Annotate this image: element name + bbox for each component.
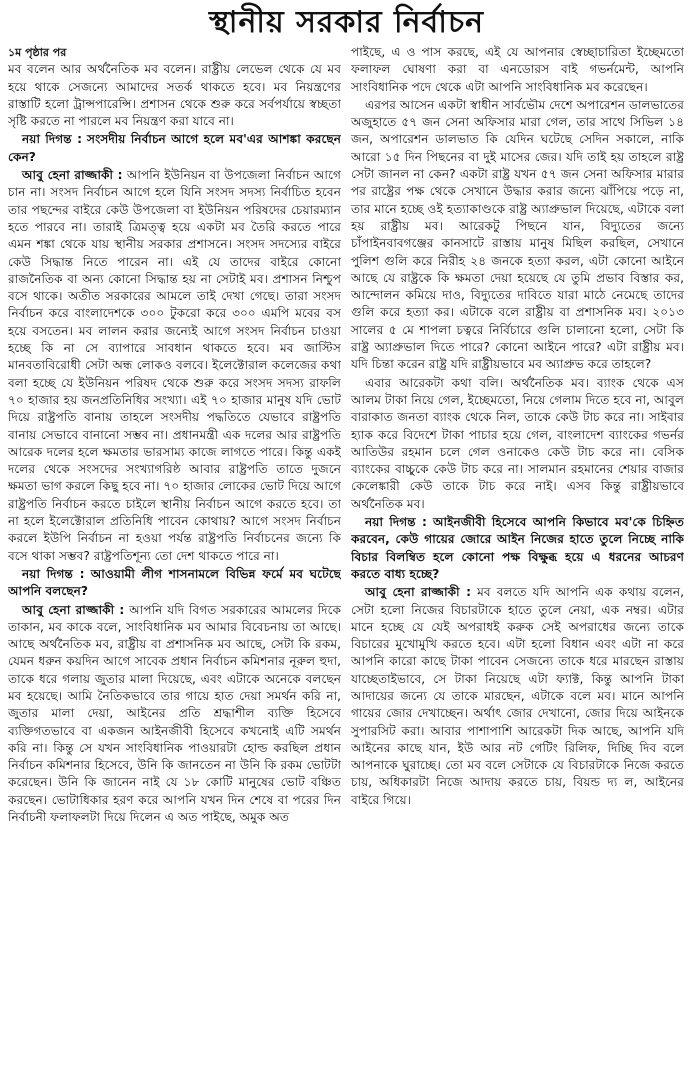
question-2-text: আওয়ামী লীগ শাসনামলে বিভিন্ন ফর্মে মব ঘটেছে আপনি বলছেন? (8, 566, 341, 599)
question-1 (8, 131, 341, 166)
question-3 (351, 514, 684, 583)
answer-1-text: আপনি ইউনিয়ন বা উপজেলা নির্বাচন আগে চান না। সংসদ নির্বাচন আগে হলে যিনি সংসদ সদস্য নির্বাচিত হবেন তার পছন্দের বাইরে কেউ উপজেলা বা ইউনিয়ন পরিষদের চেয়ারম্যান হতে পারবে না। তারাই ত্রিমত্ত্ব হয়ে একটা মব তৈরি করতে পারে এমন শঙ্কা থেকে যায় স্থানীয় সরকার প্রশাসনে। সংসদ সদস্যের বাইরে কেউ সিদ্ধান্ত নিতে পারেন না। এই যে তাদের বাইরে কোনো রাজনৈতিক বা অন্য কোনো সিদ্ধান্ত হয় না সেটাই মব। প্রশাসন নিশ্চুপ বসে থাকে। অতীত সরকারের আমলে তাই দেখা গেছে। তারা সংসদ নির্বাচন করে বাংলাদেশকে ৩০০ টুকরো করে ৩০০ এমপি মবের বস হয়ে বসতেন। মব লালন করার জন্যেই আগে সংসদ নির্বাচন চাওয়া হচ্ছে কি না সে ব্যাপারে সাবধান থাকতে হবে। মব জাস্টিস মানবতাবিরোধী সেটা অন্ধ লোকও বলবে। ইলেক্টোরাল কলেজের কথা বলা হচ্ছে যে ইউনিয়ন পরিষদ থেকে শুরু করে সংসদ সদস্য রাফলি ৭০ হাজার হয় জনপ্রতিনিধির সংখ্যা। এই ৭০ হাজার মানুষ যদি ভোট দিয়ে রাষ্ট্রপতি বানায় তাহলে সংসদীয় পদ্ধতিতে যেভাবে রাষ্ট্রপতি বানায় সেভাবে বানানো সম্ভব না। প্রধানমন্ত্রী এক দলের আর রাষ্ট্রপতি আরেক দলের হলে ক্ষমতার ভারসাম্য কাজে লাগতে পারে। কিন্তু একই দলের থেকে সংসদের সংখ্যাগরিষ্ঠ আবার রাষ্ট্রপতি তাতে দুজনে ক্ষমতা ভাগ করলে কিছু হবে না। ৭০ হাজার লোকের ভোট দিয়ে আগে রাষ্ট্রপতি নির্বাচন করতে চাইলে স্থানীয় নির্বাচন আগে করতে হবে। তা না হলে ইলেক্টোরাল প্রতিনিধি পাবেন কোথায়? আগে সংসদ নির্বাচন করলে ইউপি নির্বাচন না হওয়া পর্যন্ত রাষ্ট্রপতি নির্বাচনের জন্যে কি বসে থাকা সম্ভব? রাষ্ট্রপতিশূন্য তো দেশ থাকতে পারে না। (8, 168, 341, 563)
left-p1-text: মব বলেন আর অর্থনৈতিক মব বলেন। রাষ্ট্রীয় লেভেল থেকে যে মব হয়ে থাকে সেজন্যে আমাদের সতর্ক থাকতে হবে। মব নিয়ন্ত্রণের রাস্তাটি হলো ট্রান্সপারেন্সি। প্রশাসন থেকে শুরু করে সর্বপর্যায়ে স্বচ্ছতা সৃষ্টি করতে না পারলে মব নিয়ন্ত্রণ করা যাবে না। (8, 62, 341, 129)
question-3-text: আইনজীবী হিসেবে আপনি কিভাবে মব'কে চিহ্নিত করবেন, কেউ গায়ের জোরে আইন নিজের হাতে তুলে নিচ্ছে নাকি বিচার বিলম্বিত হলে কোনো পক্ষ বিক্ষুব্ধ হয়ে এ ধরনের আচরণ করতে বাধ্য হচ্ছে? (351, 515, 684, 581)
answer-1 (8, 167, 341, 565)
interviewer-tag: নয়া দিগন্ত : (22, 566, 85, 581)
right-paragraph-2: এবার আরেকটা কথা বলি। অর্থনৈতিক মব। ব্যাংক থেকে এস আলম টাকা নিয়ে গেল, ইচ্ছেমতো, নিয়ে গেলাম দিতে হবে না, আবুল বারাকাত জনতা ব্যাংক থেকে নিল, তাকে কেউ টাচ করে না। সাইবার হ্যাক করে বিদেশে টাকা পাচার হয়ে গেল, বাংলাদেশ ব্যাংকের গভর্নর আতিউর রহমান চলে গেল ওনাকেও কেউ টাচ করে না। বেসিক ব্যাংকের বাচ্চুকে কেউ টাচ করে না। সালমান রহমানের শেয়ার বাজার কেলেঙ্কারী কেউ তাকে টাচ করে নাই। এসব কিন্তু রাষ্ট্রীয়ভাবে অর্থনৈতিক মব। (351, 375, 684, 511)
interviewer-tag: নয়া দিগন্ত : (22, 132, 82, 147)
continuation-paragraph (8, 44, 341, 130)
right-column (351, 44, 684, 1084)
answer-2-text: আপনি যদি বিগত সরকারের আমলের দিকে তাকান, মব কাকে বলে, সাংবিধানিক মব আমার বিবেচনায় তা আছে। আছে অর্থনৈতিক মব, রাষ্ট্রীয় বা প্রশাসনিক মব আছে, সেটা কি রকম, যেমন ধরুন কয়দিন আগে সাবেক প্রধান নির্বাচন কমিশনার নূরুল হুদা, তাকে ধরে গলায় জুতার মালা দিয়েছে, এবং এটাকে অনেকে বলছেন মব হয়েছে। আমি নৈতিকভাবে তার গায়ে হাত দেয়া সমর্থন করি না, জুতার মালা দেয়া, আইনের প্রতি শ্রদ্ধাশীল ব্যক্তি হিসেবে ব্যক্তিগতভাবে বা একজন আইনজীবী হিসেবে কখনোই এটি সমর্থন করি না। কিন্তু সে যখন সাংবিধানিক পাওয়ারটা হোল্ড করছিল প্রধান নির্বাচন কমিশনার হিসেবে, উনি কি জানতেন না উনি কি রকম ভোটটা করেছেন। উনি কি জানেন নাই যে ১৮ কোটি মানুষের ভোট বঞ্চিত করছেন। ভোটাধিকার হরণ করে আপনি যখন দিন শেষে বা পরের দিন নির্বাচনী ফলাফলটা দিয়ে দিলেন এ অত পাইছে, অমুক অত (8, 602, 341, 825)
article-columns (8, 44, 685, 1084)
respondent-tag: আবু হেনা রাজ্জাকী : (22, 602, 125, 617)
respondent-tag: আবু হেনা রাজ্জাকী : (22, 168, 123, 183)
left-column (8, 44, 341, 1084)
right-paragraph-1: এরপর আসেন একটা স্বাধীন সার্বভৌম দেশে অপারেশন ডালভাতের অজুহাতে ৫৭ জন সেনা অফিসার মারা গেল, তার সাথে সিভিল ১৪ জন, অপারেশন ডালভাত কি যেদিন ঘটেছে সেদিন সকালে, নাকি আরো ১৫ দিন পিছনের বা দুই মাসের জের। যদি তাই হয় তাহলে রাষ্ট্র সেটা জানল না কেন? একটা রাষ্ট্র যখন ৫৭ জন সেনা অফিসার মারার পর রাষ্ট্রের পক্ষ থেকে সেখানে উদ্ধার করার জন্যে ঝাঁপিয়ে পড়ে না, তার মানে হচ্ছে ওই হত্যাকাণ্ডকে রাষ্ট্র অ্যাপ্রুভাল দিয়েছে, এটাকে বলা হয় রাষ্ট্রীয় মব। আরেকটু পিছনে যান, বিদ্যুতের জন্যে চাঁপাইনবাবগঞ্জের কানসাটে রাস্তায় মানুষ মিছিল করছিল, সেখানে পুলিশ গুলি করে নিরীহ ২৪ জনকে হত্যা করল, এটা কোনো আইনে আছে যে রাষ্ট্রকে কি ক্ষমতা দেয়া হয়েছে যে তুমি প্রভাব বিস্তার কর, আন্দোলন কমিয়ে দাও, বিদ্যুতের দাবিতে যারা মাঠে নেমেছে তাদের গুলি করে হত্যা কর। এটাকে বলে রাষ্ট্রীয় বা প্রশাসনিক মব। ২০১৩ সালের ৫ মে শাপলা চত্বরে নির্বিচারে গুলি চালানো হলো, সেটা কি রাষ্ট্র অ্যাপ্রুভাল দিতে পারে? কোনো আইনে পারে? এটা রাষ্ট্রীয় মব। যদি চিন্তা করেন রাষ্ট্র যদি রাষ্ট্রীয়ভাবে মব অ্যাপ্রুভ করে তাহলে? (351, 97, 684, 372)
answer-2 (8, 602, 341, 827)
question-1-text: সংসদীয় নির্বাচন আগে হলে মব'এর আশঙ্কা করছেন কেন? (8, 132, 341, 164)
question-2 (8, 566, 341, 601)
interviewer-tag: নয়া দিগন্ত : (365, 515, 427, 530)
answer-3-text: মব বলতে যদি আপনি এক কথায় বলেন, সেটা হলো নিজের বিচারটাকে হাতে তুলে নেয়া, এক নম্বর। এটার মানে হচ্ছে যে যেই অপরাধই করুক সেই অপরাধের জন্যে তাকে বিচারের মুখোমুখি করতে হবে। এটা হলো বিধান এবং এটা না করে আপনি কারো কাছে টাকা পাবেন সেজন্যে তাকে ধরে মারছেন রাস্তায় যাচ্ছেতাইভাবে, সে টাকা নিয়েছে এটা ফ্যাক্ট, কিন্তু আপনি টাকা আদায়ের জন্যে যে তাকে মারছেন, এটাকে বলে মব। মানে আপনি গায়ের জোর দেখাচ্ছেন। অর্থাৎ জোর দেখানো, জোর দিয়ে আইনকে সুপারসিট করা। আবার পাশাপাশি আরেকটা দিক আছে, আপনি যদি আইনের কাছে যান, ইউ আর নট গেটিং রিলিফ, দিচ্ছি দিব বলে আপনাকে ঘুরাচ্ছে। তো মব বলে সেটাকে যে বিচারটাকে নিজে করতে চায়, অধিকারটা নিজে আদায় করতে চায়, বিয়ন্ড দ্য ল, আইনের বাইরে গিয়ে। (351, 585, 684, 807)
respondent-tag: আবু হেনা রাজ্জাকী : (365, 585, 471, 600)
answer-3 (351, 584, 684, 809)
right-paragraph-0: পাইছে, এ ও পাস করছে, এই যে আপনার স্বেচ্ছাচারিতা ইচ্ছেমতো ফলাফল ঘোষণা করা বা এনডোরস বাই গভর্নমেন্ট, আপনি সাংবিধানিক পদে থেকে এটা আপনি সাংবিধানিক মব করেছেন। (351, 45, 684, 94)
headline: স্থানীয় সরকার নির্বাচন (208, 5, 485, 40)
jump-label: ১ম পৃষ্ঠার পর (8, 46, 67, 59)
